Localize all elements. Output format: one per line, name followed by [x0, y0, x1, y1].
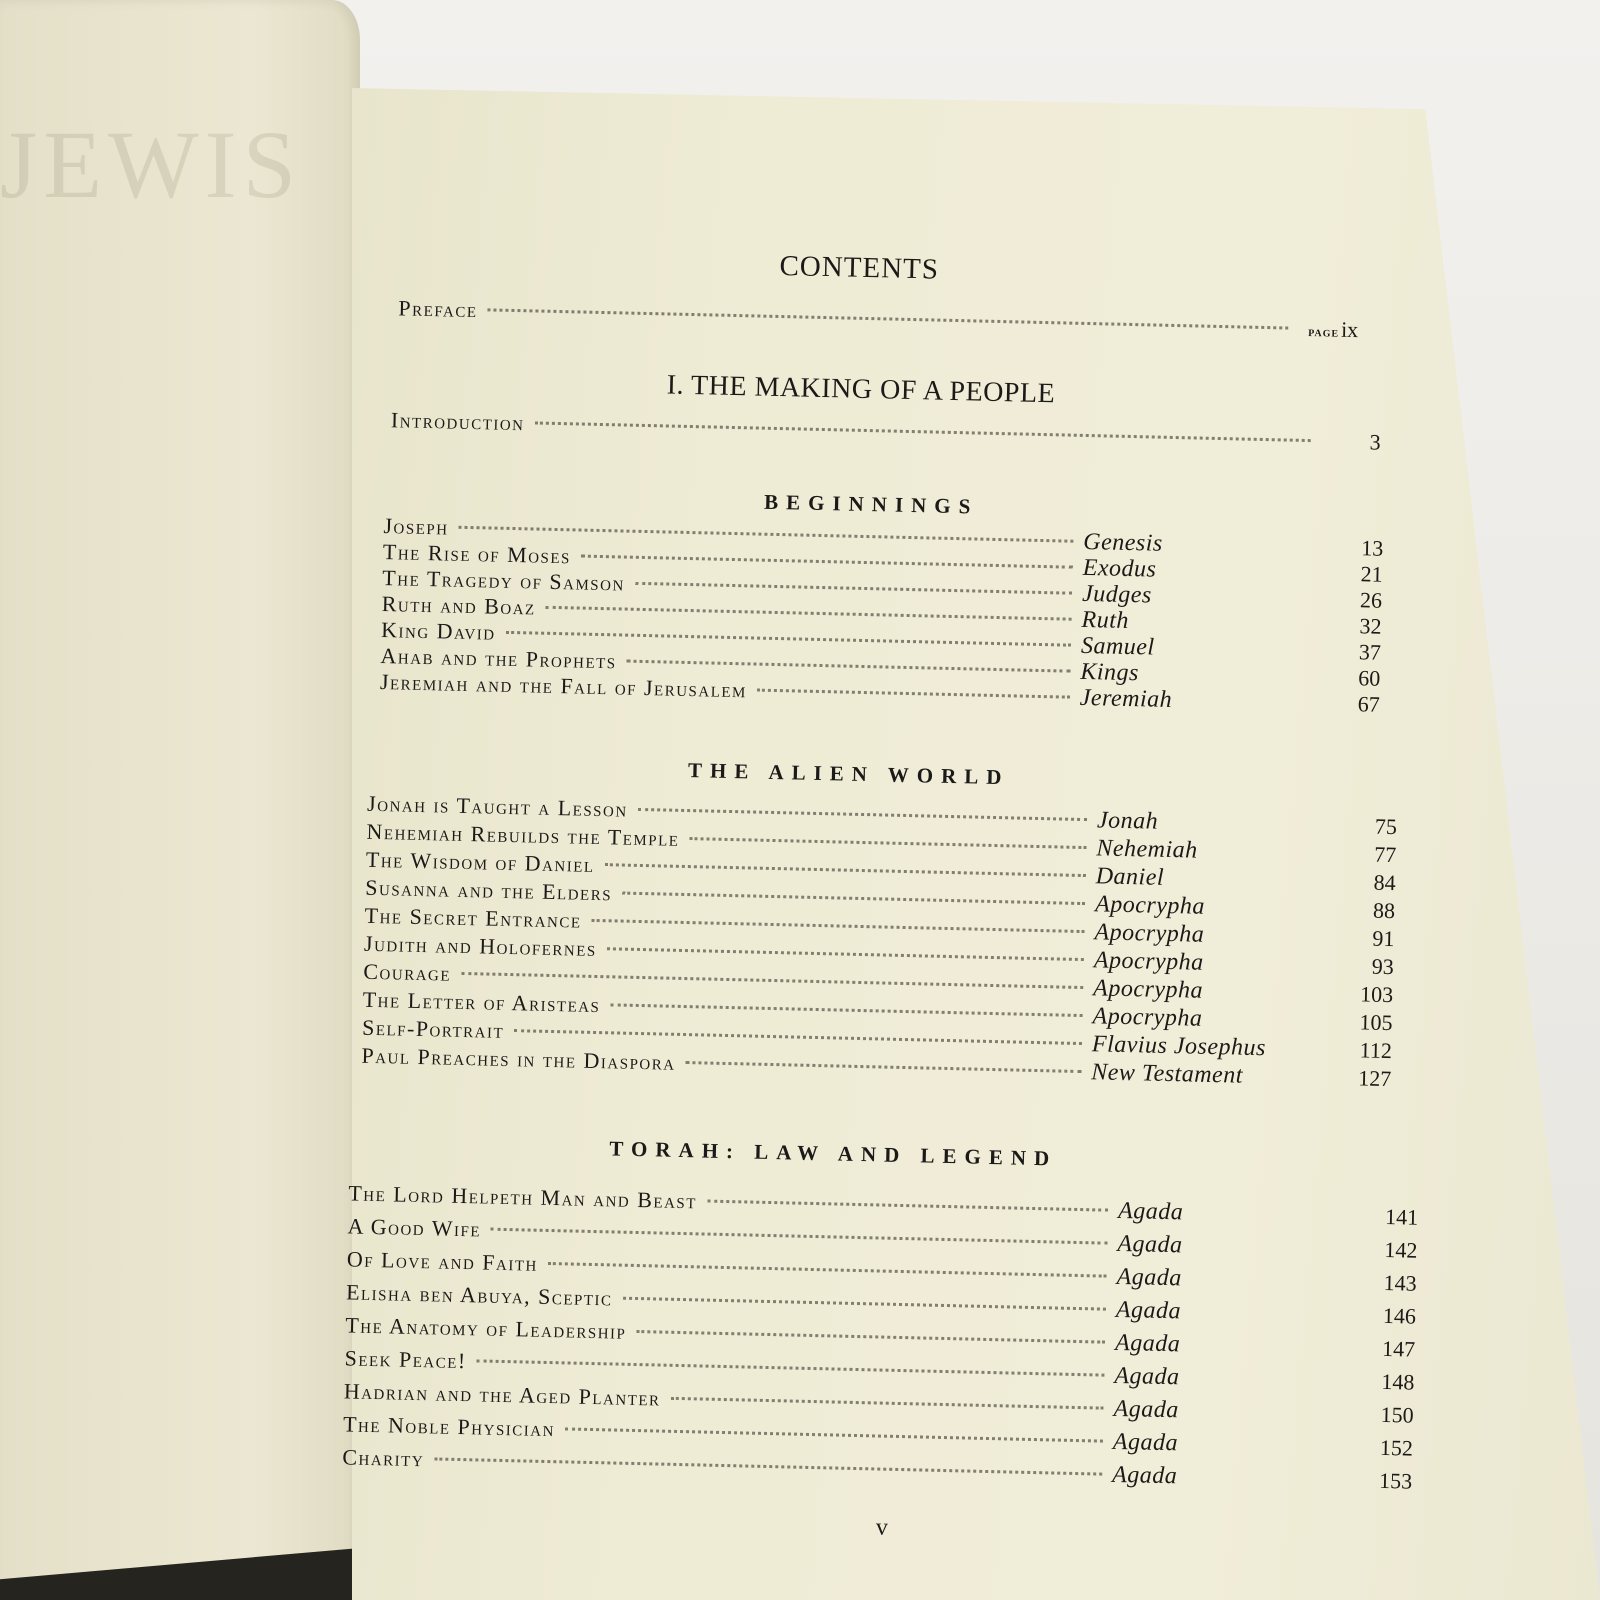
dot-leader: [461, 972, 1083, 989]
entry-page: 127: [1357, 1065, 1392, 1092]
entry-page: 153: [1378, 1467, 1413, 1494]
entry-title: The Letter of Aristeas: [362, 986, 601, 1018]
entry-title: The Noble Physician: [342, 1411, 556, 1442]
entry-title: Hadrian and the Aged Planter: [343, 1378, 661, 1411]
entry-title: The Lord Helpeth Man and Beast: [348, 1180, 698, 1214]
entry-title: Ruth and Boaz: [381, 591, 537, 620]
toc-entry-preface: [398, 295, 1358, 347]
entry-page: ix: [1340, 316, 1359, 343]
entry-title: The Wisdom of Daniel: [365, 846, 595, 877]
page-folio: v: [875, 1514, 889, 1541]
entry-source: Agada: [1117, 1230, 1183, 1259]
entry-source: Agada: [1117, 1197, 1184, 1226]
entry-source: Jonah: [1096, 807, 1159, 835]
dot-leader: [707, 1200, 1108, 1212]
entry-source: Samuel: [1080, 632, 1155, 661]
entry-title: Susanna and the Elders: [365, 874, 613, 906]
entry-source: New Testament: [1091, 1059, 1244, 1089]
entry-title: The Rise of Moses: [382, 539, 572, 569]
part-heading: I. THE MAKING OF A PEOPLE: [666, 369, 1056, 410]
dot-leader: [477, 1359, 1105, 1376]
entry-page: 37: [1358, 639, 1382, 665]
entry-page: 13: [1360, 535, 1384, 561]
entry-title: The Tragedy of Samson: [382, 565, 626, 596]
entry-title: Paul Preaches in the Diaspora: [361, 1042, 676, 1075]
entry-source: Apocrypha: [1093, 947, 1204, 976]
dot-leader: [689, 837, 1086, 849]
dot-leader: [605, 863, 1086, 877]
entry-source: Agada: [1115, 1296, 1182, 1325]
entry-title: Jeremiah and the Fall of Jerusalem: [379, 669, 748, 703]
entry-source: Agada: [1114, 1362, 1180, 1391]
entry-title: Of Love and Faith: [346, 1246, 539, 1276]
entry-title: Charity: [342, 1444, 425, 1472]
dot-leader: [671, 1397, 1104, 1410]
toc-entry-introduction: [391, 407, 1381, 459]
entry-title: The Secret Entrance: [364, 902, 582, 933]
entry-title: Jonah is Taught a Lesson: [366, 790, 628, 822]
entry-source: Agada: [1113, 1395, 1180, 1424]
entry-page: 148: [1381, 1368, 1415, 1395]
section-heading-torah: TORAH: LAW AND LEGEND: [609, 1136, 1058, 1171]
page-column-label: PAGE: [1308, 327, 1340, 340]
contents-page: [310, 240, 1480, 1596]
entry-source: Agada: [1116, 1263, 1183, 1292]
entry-source: Apocrypha: [1094, 919, 1205, 948]
entry-source: Apocrypha: [1094, 891, 1206, 920]
entry-page: 103: [1359, 981, 1394, 1008]
dot-leader: [565, 1427, 1103, 1442]
dot-leader: [610, 1003, 1082, 1017]
dot-leader: [434, 1457, 1102, 1475]
dot-leader: [459, 526, 1074, 543]
entry-page: 112: [1359, 1037, 1393, 1064]
entry-source: Apocrypha: [1092, 975, 1204, 1004]
page-title: CONTENTS: [779, 249, 940, 286]
entry-source: Genesis: [1083, 528, 1164, 557]
left-page: [0, 0, 360, 1600]
entry-source: Judges: [1081, 580, 1153, 609]
dot-leader: [506, 631, 1071, 647]
entry-title: The Anatomy of Leadership: [345, 1312, 627, 1344]
dot-leader: [623, 1297, 1106, 1311]
entry-page: 84: [1373, 869, 1396, 896]
entry-title: Joseph: [383, 513, 449, 540]
entry-page: 147: [1381, 1335, 1416, 1362]
entry-page: 21: [1360, 561, 1383, 587]
entry-page: 150: [1380, 1401, 1414, 1428]
dot-leader: [592, 919, 1085, 933]
dot-leader: [686, 1061, 1082, 1073]
entry-title: Introduction: [390, 407, 525, 436]
entry-page: 143: [1383, 1269, 1417, 1296]
entry-source: Nehemiah: [1096, 835, 1198, 864]
left-page-bleed-through-text: JEWIS: [0, 111, 302, 218]
entry-page: 32: [1359, 613, 1382, 639]
entry-title: Preface: [398, 295, 478, 323]
dot-leader: [535, 421, 1311, 442]
entry-page: 91: [1372, 925, 1395, 952]
dot-leader: [514, 1029, 1082, 1045]
dot-leader: [635, 582, 1072, 595]
section-heading-alien-world: THE ALIEN WORLD: [687, 758, 1010, 790]
entry-page: 105: [1359, 1009, 1393, 1036]
entry-source: Agada: [1111, 1461, 1178, 1490]
dot-leader: [627, 660, 1071, 673]
entry-page: 67: [1357, 691, 1381, 717]
entry-page: 152: [1379, 1434, 1414, 1461]
entry-source: Exodus: [1082, 554, 1157, 583]
entry-page: 141: [1384, 1203, 1419, 1230]
entry-title: King David: [380, 617, 496, 645]
entry-page: 26: [1359, 587, 1383, 613]
entry-page: 146: [1382, 1302, 1417, 1329]
entry-page: 3: [1369, 429, 1381, 455]
entry-title: A Good Wife: [347, 1213, 482, 1242]
entry-source: Agada: [1112, 1428, 1179, 1457]
entry-source: Daniel: [1095, 863, 1165, 891]
dot-leader: [546, 606, 1072, 621]
entry-title: Seek Peace!: [344, 1345, 468, 1374]
dot-leader: [622, 892, 1085, 906]
entry-page: 75: [1374, 813, 1398, 840]
dot-leader: [488, 308, 1289, 329]
dot-leader: [607, 947, 1084, 961]
dot-leader: [757, 689, 1070, 699]
entry-source: Ruth: [1081, 606, 1130, 634]
dot-leader: [638, 808, 1087, 821]
entry-title: Ahab and the Prophets: [380, 643, 617, 674]
entry-title: Nehemiah Rebuilds the Temple: [366, 818, 680, 851]
entry-page: 88: [1372, 897, 1396, 924]
section-heading-beginnings: BEGINNINGS: [763, 489, 979, 519]
entry-source: Apocrypha: [1092, 1003, 1203, 1032]
entry-title: Judith and Holofernes: [363, 930, 598, 962]
entry-page: 142: [1384, 1236, 1418, 1263]
dot-leader: [636, 1330, 1105, 1344]
entry-source: Agada: [1114, 1329, 1181, 1358]
entry-page: 77: [1374, 841, 1397, 868]
dot-leader: [491, 1228, 1107, 1245]
entry-title: Self-Portrait: [361, 1014, 505, 1043]
entry-source: Kings: [1080, 658, 1140, 687]
entry-source: Jeremiah: [1079, 684, 1173, 713]
entry-source: Flavius Josephus: [1091, 1031, 1267, 1062]
dot-leader: [581, 555, 1073, 569]
entry-title: Courage: [363, 958, 452, 986]
dot-leader: [548, 1262, 1107, 1278]
entry-page: 60: [1358, 665, 1381, 691]
entry-page: 93: [1371, 953, 1395, 980]
entry-title: Elisha ben Abuya, Sceptic: [345, 1279, 613, 1311]
